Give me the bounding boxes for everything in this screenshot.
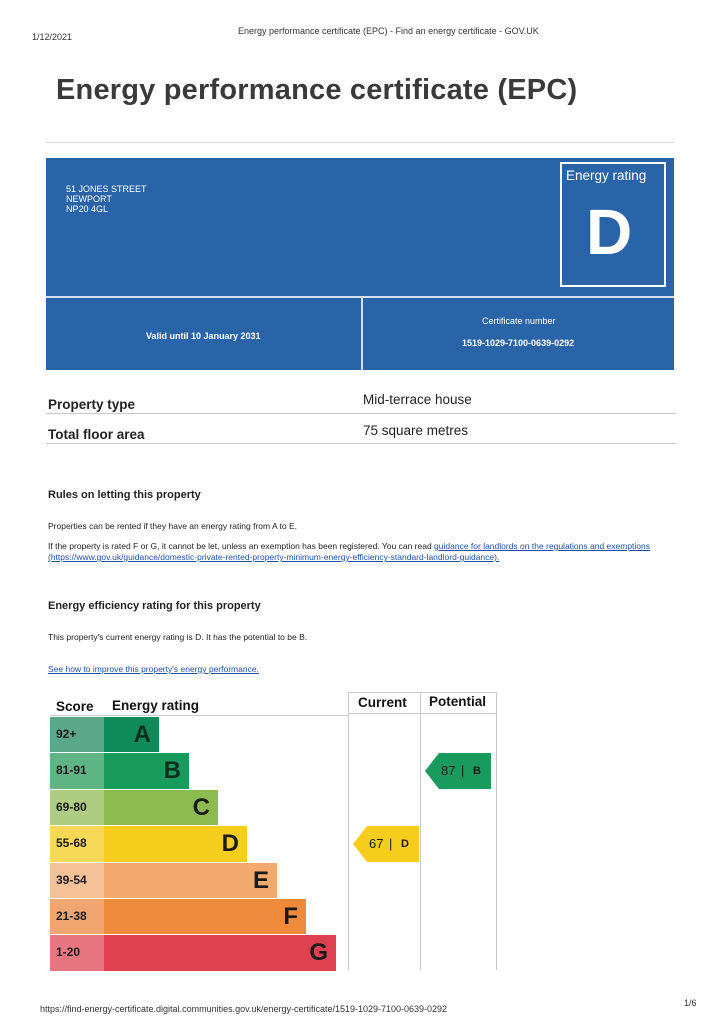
chart-header-divider xyxy=(50,715,348,716)
letting-paragraph-1: Properties can be rented if they have an energy rating from A to E. xyxy=(48,521,298,531)
score-band-g: 1-20 xyxy=(50,935,104,970)
potential-rating-marker-arrow xyxy=(425,753,491,789)
score-band-b: 81-91 xyxy=(50,753,104,788)
address-line-3: NP20 4GL xyxy=(66,204,109,214)
current-rating-marker-separator: | xyxy=(389,836,393,852)
efficiency-paragraph: This property's current energy rating is D. It has the potential to be B. xyxy=(48,632,308,642)
banner-divider xyxy=(46,296,674,298)
letting-heading: Rules on letting this property xyxy=(48,489,201,501)
floor-area-label: Total floor area xyxy=(48,427,145,442)
chart-top-border xyxy=(348,692,497,693)
efficiency-heading: Energy efficiency rating for this property xyxy=(48,600,261,612)
letting-paragraph-2-text: If the property is rated F or G, it cannot be let, unless an exemption has been registered. You can read xyxy=(48,541,435,551)
potential-column-header: Potential xyxy=(429,694,487,709)
current-rating-marker-arrow xyxy=(353,826,419,862)
potential-rating-marker-separator: | xyxy=(461,763,465,779)
landlord-guidance-link[interactable]: guidance for landlords on the regulations and exemptions xyxy=(434,541,650,551)
divider xyxy=(46,443,676,444)
current-rating-marker-letter: D xyxy=(401,838,409,851)
energy-rating-column-header: Energy rating xyxy=(112,698,200,713)
footer-url: https://find-energy-certificate.digital.communities.gov.uk/energy-certificate/1519-1029-7100-0639-0292 xyxy=(40,1004,448,1014)
score-band-f: 21-38 xyxy=(50,899,104,934)
floor-area-value: 75 square metres xyxy=(363,423,469,438)
certificate-number-label: Certificate number xyxy=(482,316,556,326)
chart-header-divider xyxy=(348,713,497,714)
score-band-a: 92+ xyxy=(50,717,104,752)
rating-bar-d: D xyxy=(104,826,247,861)
rating-bar-g: G xyxy=(104,935,336,970)
chart-column-divider xyxy=(420,692,421,970)
rating-bar-c: C xyxy=(104,790,218,825)
potential-rating-marker-value: 87 xyxy=(441,763,456,779)
improve-performance-link[interactable]: See how to improve this property's energy performance. xyxy=(48,664,259,674)
address-line-1: 51 JONES STREET xyxy=(66,184,147,194)
divider xyxy=(46,413,676,414)
energy-rating-letter: D xyxy=(586,196,633,268)
letting-paragraph-2 xyxy=(48,541,668,563)
score-column-header: Score xyxy=(56,699,94,714)
current-rating-marker-value: 67 xyxy=(369,836,384,852)
property-address xyxy=(66,184,147,214)
rating-bar-e: E xyxy=(104,863,277,898)
current-rating-marker xyxy=(353,826,419,862)
rating-bar-f: F xyxy=(104,899,306,934)
address-line-2: NEWPORT xyxy=(66,194,112,204)
landlord-guidance-url[interactable]: (https://www.gov.uk/guidance/domestic-private-rented-property-minimum-energy-efficiency-standard-landlord-guidance). xyxy=(48,552,500,562)
current-column-header: Current xyxy=(358,695,407,710)
chart-column-divider xyxy=(348,692,349,970)
certificate-number: 1519-1029-7100-0639-0292 xyxy=(462,338,575,348)
print-date: 1/12/2021 xyxy=(32,32,73,42)
divider xyxy=(46,142,674,143)
page-title: Energy performance certificate (EPC) xyxy=(56,74,578,106)
energy-rating-label: Energy rating xyxy=(566,168,647,183)
score-band-c: 69-80 xyxy=(50,790,104,825)
chart-column-divider xyxy=(496,692,497,970)
potential-rating-marker-letter: B xyxy=(473,765,481,778)
print-page-title: Energy performance certificate (EPC) - Find an energy certificate - GOV.UK xyxy=(238,26,539,36)
score-band-e: 39-54 xyxy=(50,863,104,898)
page-number: 1/6 xyxy=(684,998,697,1008)
property-type-value: Mid-terrace house xyxy=(363,392,472,407)
property-type-label: Property type xyxy=(48,397,136,412)
score-band-d: 55-68 xyxy=(50,826,104,861)
rating-bar-a: A xyxy=(104,717,159,752)
rating-bar-b: B xyxy=(104,753,189,788)
banner-divider-vertical xyxy=(361,298,363,370)
potential-rating-marker xyxy=(425,753,491,789)
valid-until: Valid until 10 January 2031 xyxy=(146,331,261,341)
